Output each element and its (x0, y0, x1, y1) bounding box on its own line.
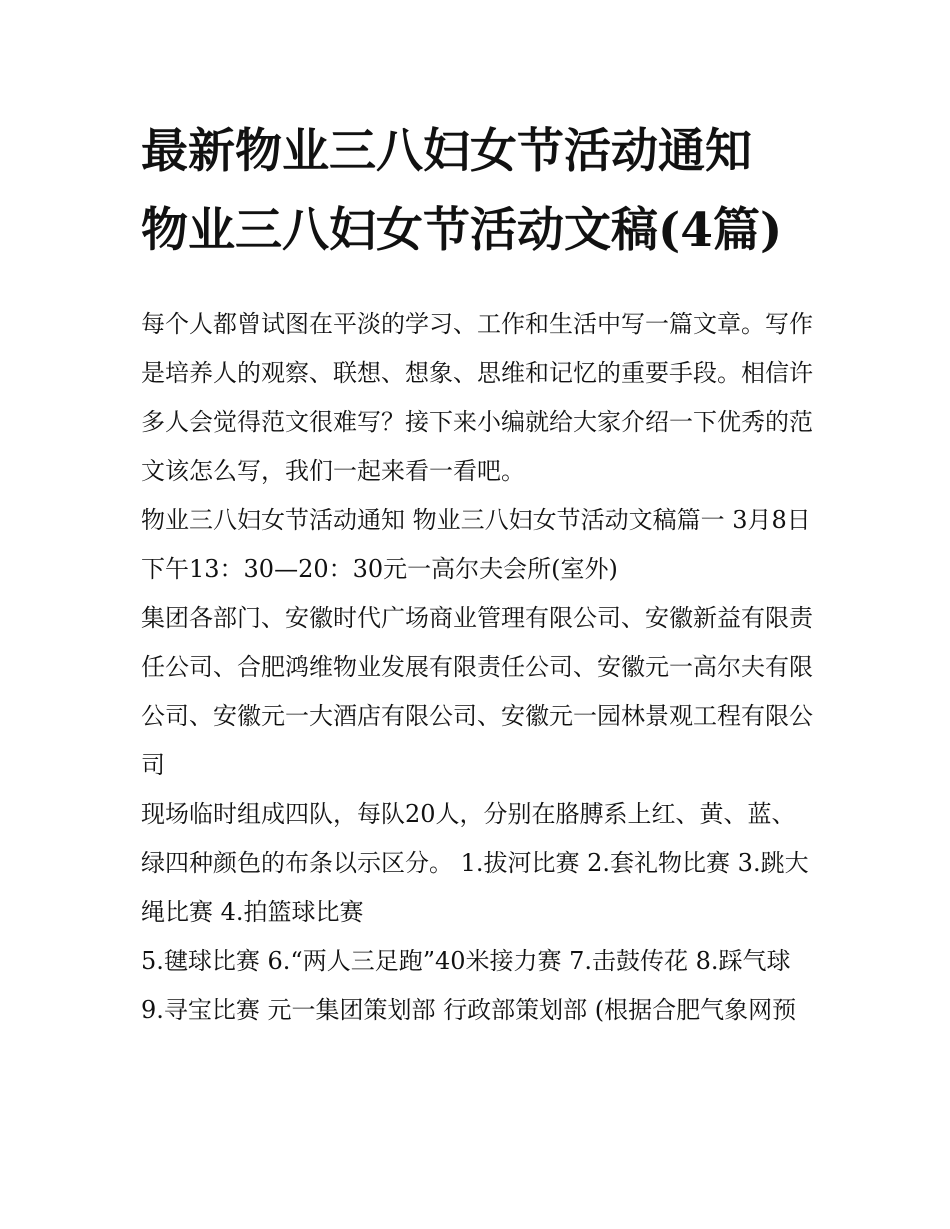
document-title: 最新物业三八妇女节活动通知 物业三八妇女节活动文稿(4篇) (141, 124, 783, 258)
paragraph-events-continued: 5.毽球比赛 6.“两人三足跑”40米接力赛 7.击鼓传花 8.踩气球 9.寻宝比赛 元一集团策划部 行政部策划部 (根据合肥气象网预 (141, 947, 797, 1024)
paragraph-time-location: 物业三八妇女节活动通知 物业三八妇女节活动文稿篇一 3月8日下午13：30—20：30元一高尔夫会所(室外) (141, 506, 811, 583)
paragraph-participants: 集团各部门、安徽时代广场商业管理有限公司、安徽新益有限责任公司、合肥鸿维物业发展有限责任公司、安徽元一高尔夫有限公司、安徽元一大酒店有限公司、安徽元一园林景观工程有限公司 (141, 604, 813, 779)
paragraph-teams-events: 现场临时组成四队，每队20人，分别在胳膊系上红、黄、蓝、绿四种颜色的布条以示区分。 1.拔河比赛 2.套礼物比赛 3.跳大绳比赛 4.拍篮球比赛 (141, 800, 809, 926)
document-body (141, 112, 813, 1035)
paragraph-list (141, 300, 813, 1035)
paragraph-intro: 每个人都曾试图在平淡的学习、工作和生活中写一篇文章。写作是培养人的观察、联想、想象、思维和记忆的重要手段。相信许多人会觉得范文很难写？接下来小编就给大家介绍一下优秀的范文该怎么写，我们一起来看一看吧。 (141, 310, 813, 485)
